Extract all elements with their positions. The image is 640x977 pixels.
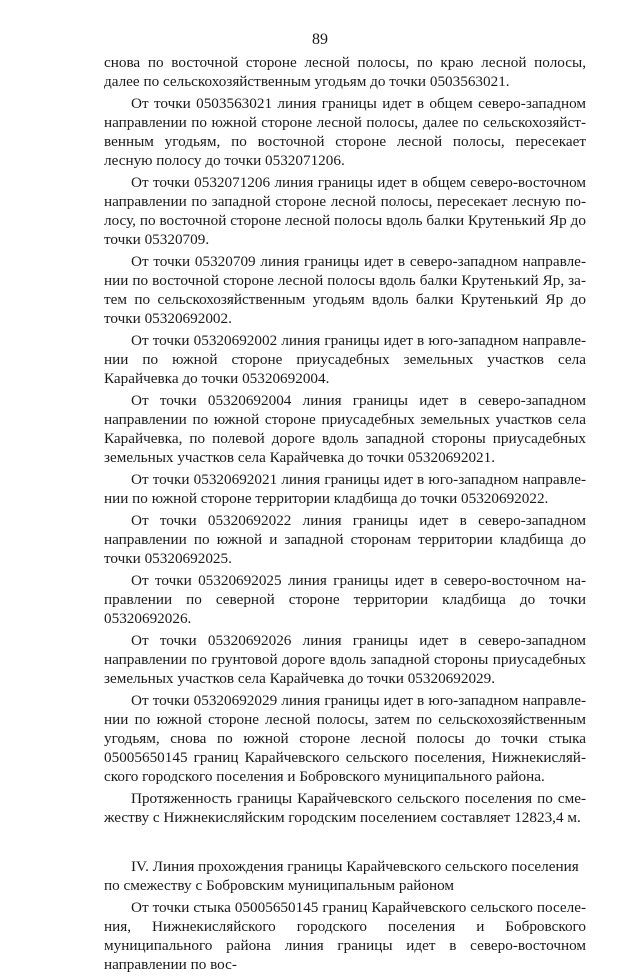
paragraph: От точки 05320692004 линия границы идет в северо-западном направлении по южной стороне приусадебных земельных участков села Карайчевка, по полевой дороге вдоль западной стороны приусадебных земельных участков села Карайчевка до точки 05320692021. (104, 392, 586, 466)
paragraph: От точки 05320692029 линия границы идет в юго-западном направлении по южной стороне лесной полосы, затем по сельскохозяйственным угодьям, снова по южной стороне лесной полосы до точки стыка 05005650145 границ Карайчевского сельского поселения, Нижнекисляйского городского поселения и Бобровского муниципального района. (104, 692, 586, 785)
page-number: 89 (312, 31, 328, 48)
paragraph: От точки 05320692002 линия границы идет в юго-западном направлении по южной стороне приусадебных земельных участков села Карайчевка до точки 05320692004. (104, 332, 586, 387)
section-heading: IV. Линия прохождения границы Карайчевского сельского поселения по смежеству с Бобровским муниципальным районом (104, 858, 579, 894)
paragraph: От точки 05320692026 линия границы идет в северо-западном направлении по грунтовой дороге вдоль западной стороны приусадебных земельных участков села Карайчевка до точки 05320692029. (104, 632, 586, 687)
paragraph: От точки 05320692021 линия границы идет в юго-западном направлении по южной стороне территории кладбища до точки 05320692022. (104, 471, 586, 507)
paragraph-total-length: Протяженность границы Карайчевского сельского поселения по смежеству с Нижнекисляйским городским поселением составляет 12823,4 м. (104, 790, 586, 826)
paragraph: От точки 05320709 линия границы идет в северо-западном направлении по восточной стороне лесной полосы вдоль балки Крутенький Яр, затем по сельскохозяйственным угодьям вдоль балки Крутенький Яр до точки 05320692002. (104, 253, 586, 327)
paragraph: От точки 05320692022 линия границы идет в северо-западном направлении по южной и западной сторонам территории кладбища до точки 05320692025. (104, 512, 586, 567)
paragraph-continuation: снова по восточной стороне лесной полосы, по краю лесной полосы, далее по сельскохозяйственным угодьям до точки 0503563021. (104, 54, 586, 90)
document-body (104, 53, 586, 977)
paragraph: От точки 0503563021 линия границы идет в общем северо-западном направлении по южной стороне лесной полосы, далее по сельскохозяйственным угодьям, по восточной стороне лесной полосы, пересекает лесную полосу до точки 0532071206. (104, 95, 586, 169)
paragraph: От точки 0532071206 линия границы идет в общем северо-восточном направлении по западной стороне лесной полосы, пересекает лесную полосу, по восточной стороне лесной полосы вдоль балки Крутенький Яр до точки 05320709. (104, 174, 586, 248)
paragraph-last: От точки стыка 05005650145 границ Карайчевского сельского поселения, Нижнекисляйского городского поселения и Бобровского муниципального района линия границы идет в северо-восточном направлении по вос- (104, 899, 586, 973)
paragraph: От точки 05320692025 линия границы идет в северо-восточном направлении по северной стороне территории кладбища до точки 05320692026. (104, 572, 586, 627)
